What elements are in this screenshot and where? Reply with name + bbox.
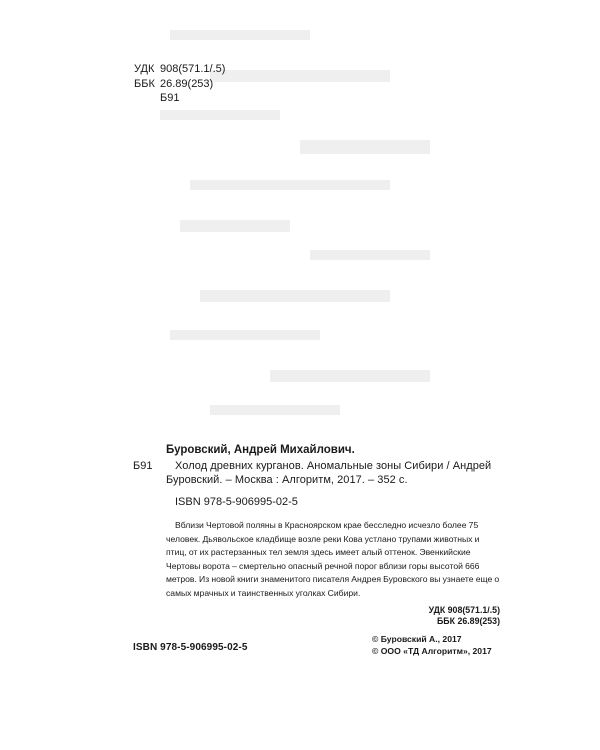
udk-label: УДК [134,63,155,75]
catalog-isbn: ISBN 978-5-906995-02-5 [175,495,298,508]
footer-isbn: ISBN 978-5-906995-02-5 [133,642,248,653]
author-mark: Б91 [160,92,180,104]
catalog-codes [133,605,500,628]
copyright-publisher: © ООО «ТД Алгоритм», 2017 [372,645,492,656]
copyright-author: © Буровский А., 2017 [372,634,462,644]
entry-author-mark: Б91 [133,459,153,472]
bbk-value: 26.89(253) [160,77,214,90]
catalog-bbk: ББК 26.89(253) [436,616,500,627]
catalog-card [133,443,500,628]
udk-row [134,62,225,77]
author-heading: Буровский, Андрей Михайлович. [166,444,355,456]
catalog-udk: УДК 908(571.1/.5) [428,604,500,615]
bibliographic-description: Холод древних курганов. Аномальные зоны Сибири / Андрей Буровский. – Москва : Алгоритм, 2017. – 352 с. [166,459,492,486]
book-annotation: Вблизи Чертовой поляны в Красноярском крае бесследно исчезло более 75 человек. Дьявольское кладбище возле реки Кова устлано трупами животных и птиц, от их растерзанных тел земля здесь имеет алый оттенок. Эвенкийские Чертовы ворота – смертельно опасный речной порог вблизи горы высотой 666 метров. Из новой книги знаменитого писателя Андрея Буровского вы узнаете еще о самых мрачных и таинственных уголках Сибири. [166,520,500,598]
bibliographic-entry [133,459,500,488]
copyright-block [372,634,492,657]
udk-value: 908(571.1/.5) [160,63,226,75]
author-mark-row [134,91,225,106]
classification-block [134,62,225,106]
bbk-label: ББК [134,77,155,90]
bbk-row [134,77,225,92]
